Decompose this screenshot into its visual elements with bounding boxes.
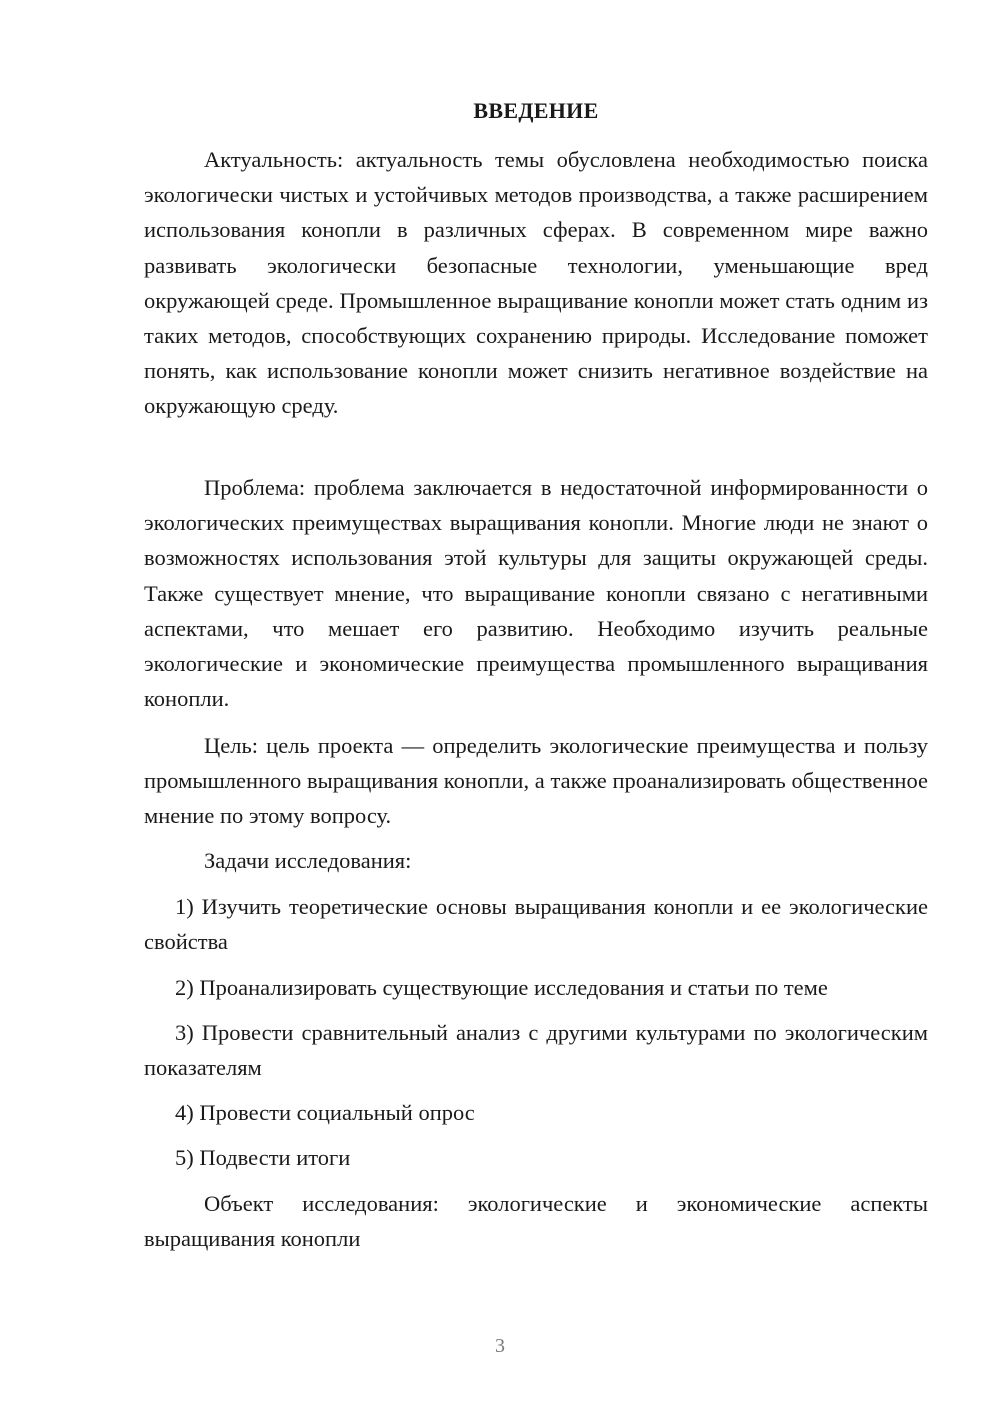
problem-paragraph: Проблема: проблема заключается в недостаточной информированности о экологических преимуществах выращивания конопли. Многие люди не знают о возможностях использования этой культуры для защиты окружающей среды. Также существует мнение, что выращивание конопли связано с негативными аспектами, что мешает его развитию. Необходимо изучить реальные экологические и экономические преимущества промышленного выращивания конопли.	[144, 475, 928, 712]
goal-paragraph: Цель: цель проекта — определить экологические преимущества и пользу промышленного выращивания конопли, а также проанализировать общественное мнение по этому вопросу.	[144, 733, 928, 829]
task-item-5: 5) Подвести итоги	[175, 1145, 351, 1170]
tasks-heading: Задачи исследования:	[204, 848, 412, 873]
page-number: 3	[495, 1335, 505, 1357]
task-item-4: 4) Провести социальный опрос	[175, 1100, 475, 1125]
page-title: ВВЕДЕНИЕ	[473, 98, 599, 123]
object-paragraph: Объект исследования: экологические и экономические аспекты выращивания конопли	[144, 1191, 928, 1252]
task-item-2: 2) Проанализировать существующие исследования и статьи по теме	[175, 975, 828, 1000]
task-item-3: 3) Провести сравнительный анализ с другими культурами по экологическим показателям	[144, 1020, 928, 1081]
relevance-paragraph: Актуальность: актуальность темы обусловлена необходимостью поиска экологически чистых и устойчивых методов производства, а также расширением использования конопли в различных сферах. В современном мире важно развивать экологически безопасные технологии, уменьшающие вред окружающей среде. Промышленное выращивание конопли может стать одним из таких методов, способствующих сохранению природы. Исследование поможет понять, как использование конопли может снизить негативное воздействие на окружающую среду.	[144, 147, 928, 419]
task-item-1: 1) Изучить теоретические основы выращивания конопли и ее экологические свойства	[144, 894, 928, 955]
